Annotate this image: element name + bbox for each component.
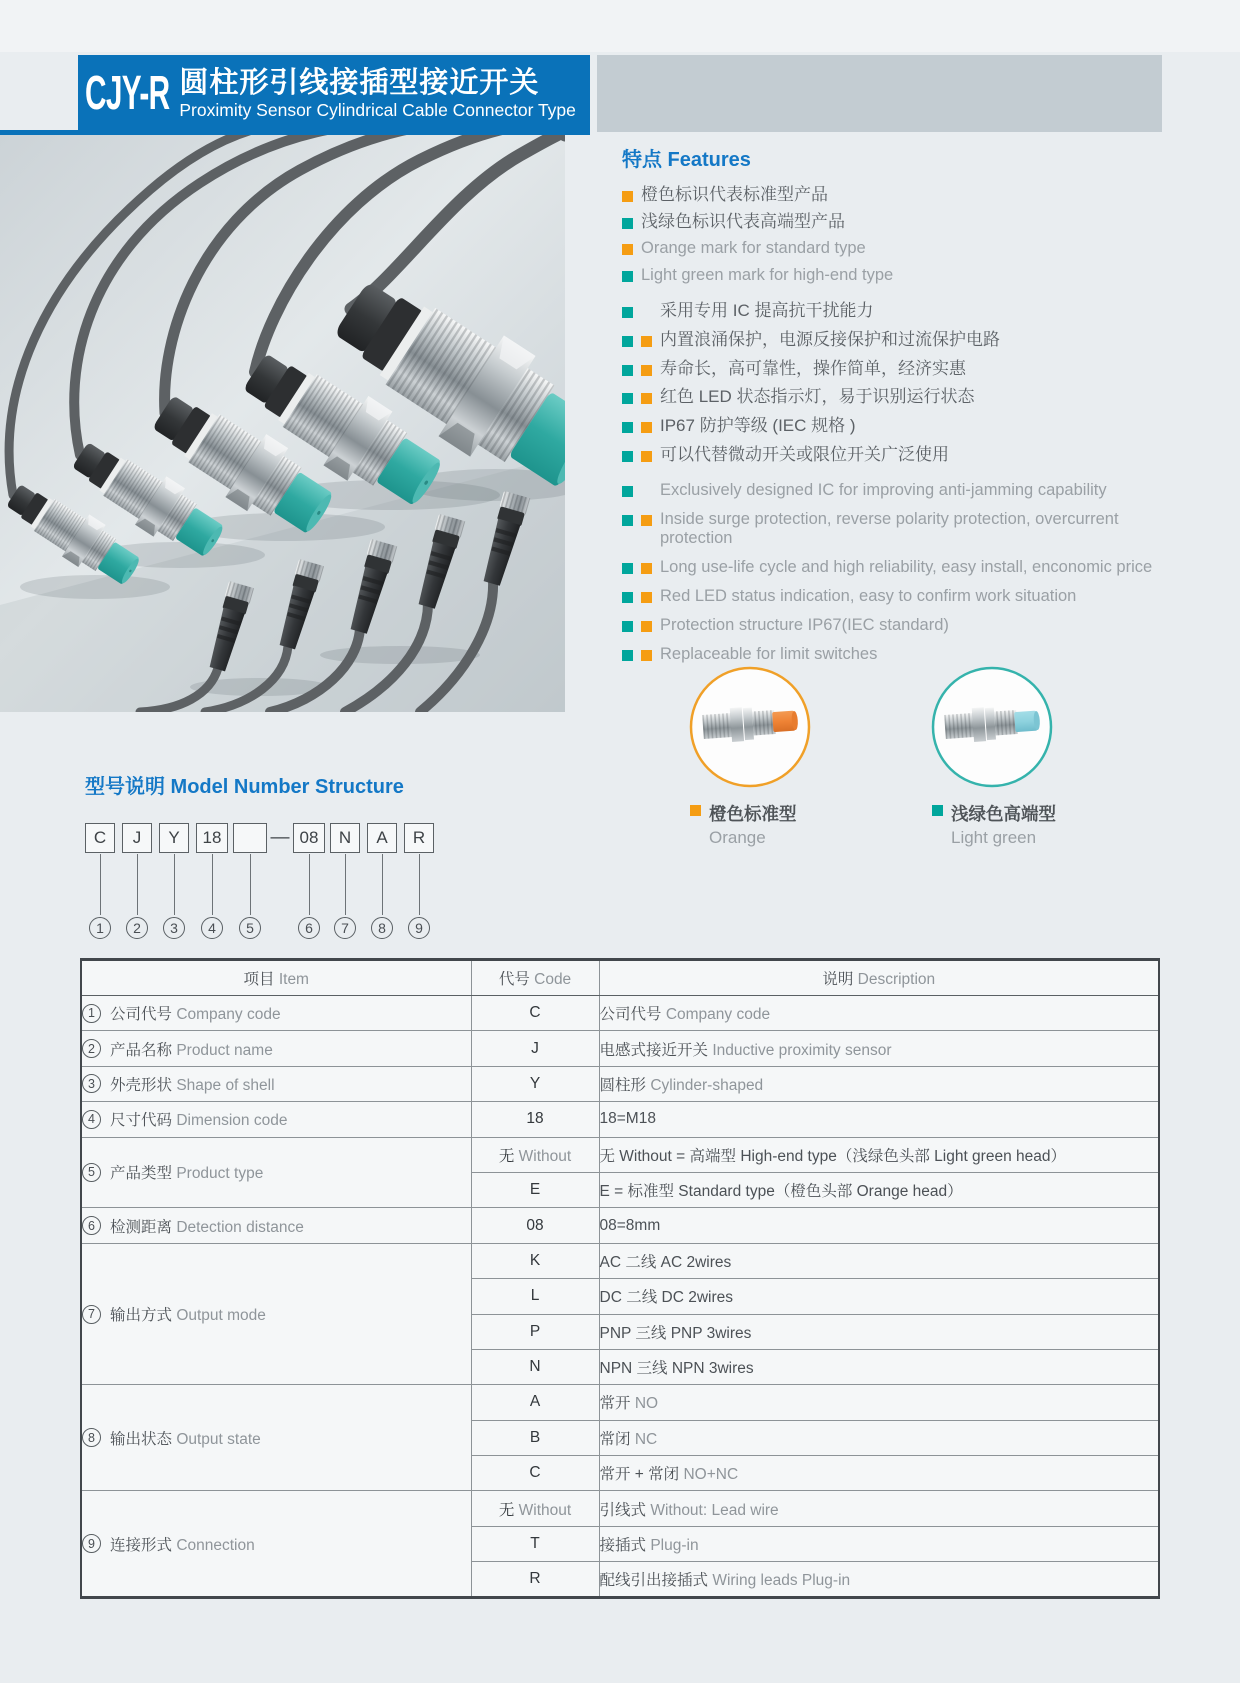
position-number: 9 (408, 917, 430, 939)
description-cell (599, 1279, 1159, 1314)
description-cell (599, 1526, 1159, 1561)
connector-line (419, 854, 420, 915)
features-heading: 特点 Features (622, 149, 751, 171)
text-en: Item (278, 971, 309, 988)
text: P (529, 1322, 541, 1340)
text: E (529, 1181, 541, 1199)
item-cell (81, 1243, 471, 1385)
code-cell (471, 1420, 599, 1455)
orange-bullet-icon (622, 244, 633, 255)
connector-line (174, 854, 175, 915)
orange-bullet-icon (641, 515, 652, 526)
model-structure-heading: 型号说明 Model Number Structure (85, 776, 404, 798)
teal-bullet-icon (622, 563, 633, 574)
item-cell (81, 1137, 471, 1208)
teal-bullet-icon (622, 451, 633, 462)
text-zh: 项目 (243, 971, 279, 988)
text-en: Product type (176, 1165, 264, 1183)
dash-separator: — (270, 827, 290, 848)
page-title-en: Proximity Sensor Cylindrical Cable Connector Type (179, 100, 576, 121)
position-number: 8 (371, 917, 393, 939)
model-code-box: 18 (196, 823, 228, 853)
item-content (82, 1073, 471, 1095)
code-cell (471, 1243, 599, 1278)
feature-item (622, 239, 1174, 258)
code-cell (471, 1314, 599, 1349)
code-cell (471, 1526, 599, 1561)
description-cell (599, 1349, 1159, 1384)
text-en: Company code (176, 1006, 281, 1024)
item-content (82, 1161, 471, 1183)
text-en: Without: Lead wire (650, 1501, 779, 1519)
variant-orange (688, 665, 868, 848)
description-cell (599, 1208, 1159, 1243)
feature-text: 浅绿色标识代表高端型产品 (641, 211, 845, 231)
variant-teal-label (932, 801, 1110, 826)
item-label (110, 1533, 255, 1555)
text: AC 二线 AC 2wires (599, 1253, 732, 1271)
feature-text: Long use-life cycle and high reliability, easy install, enconomic price (660, 558, 1153, 577)
feature-text: 橙色标识代表标准型产品 (641, 185, 828, 204)
feature-text: Light green mark for high-end type (641, 266, 894, 285)
item-content (82, 1303, 471, 1325)
variant-orange-label (690, 801, 868, 826)
item-label (110, 1073, 275, 1095)
feature-item (622, 645, 1174, 664)
text-en: Code (534, 971, 572, 988)
table-row (81, 1031, 1159, 1066)
description-cell (599, 1137, 1159, 1172)
orange-bullet-icon (641, 621, 652, 632)
item-label (110, 1108, 287, 1130)
model-code-box: J (122, 823, 152, 853)
feature-item (622, 213, 1174, 232)
orange-bullet-icon (622, 191, 633, 202)
feature-item (622, 186, 1174, 205)
text-zh: 圆柱形 (599, 1076, 651, 1094)
item-number: 5 (82, 1163, 101, 1182)
text-zh: 输出状态 (110, 1430, 177, 1448)
orange-standard-sensor-image (688, 665, 812, 789)
variant-orange-label-zh: 橙色标准型 (709, 804, 797, 824)
table-header-row (81, 960, 1159, 996)
features-group (622, 186, 1174, 285)
text-zh: 公司代号 (599, 1006, 666, 1024)
text-zh: 输出方式 (110, 1307, 177, 1325)
text: C (529, 1004, 541, 1022)
variant-teal-label-zh: 浅绿色高端型 (951, 804, 1056, 824)
orange-bullet-icon (641, 365, 652, 376)
model-code-box (233, 823, 267, 853)
text-en: Inductive proximity sensor (712, 1041, 892, 1059)
position-number: 3 (163, 917, 185, 939)
code-cell (471, 1491, 599, 1526)
item-number: 4 (82, 1110, 101, 1129)
code-cell (471, 1562, 599, 1597)
orange-bullet-icon (641, 393, 652, 404)
feature-item (622, 266, 1174, 285)
table-row (81, 996, 1159, 1031)
item-content (82, 1038, 471, 1060)
teal-bullet-icon (622, 365, 633, 376)
code-cell (471, 1279, 599, 1314)
item-header (81, 960, 471, 996)
item-cell (81, 1031, 471, 1066)
description-cell (599, 1385, 1159, 1420)
text-zh: 常闭 (599, 1430, 635, 1448)
model-code-box: Y (159, 823, 189, 853)
text-en: NO+NC (683, 1466, 739, 1484)
text-en: Without (518, 1501, 572, 1519)
table-row (81, 1208, 1159, 1243)
product-series-code: CJY-R (85, 66, 170, 120)
item-number: 6 (82, 1216, 101, 1235)
feature-text: 内置浪涌保护，电源反接保护和过流保护电路 (660, 330, 1000, 349)
text: A (529, 1393, 541, 1411)
text-zh: 产品名称 (110, 1041, 177, 1059)
feature-text: Inside surge protection, reverse polarity protection, overcurrent protection (660, 510, 1119, 548)
text: C (529, 1464, 541, 1482)
text-en: Wiring leads Plug-in (712, 1571, 851, 1589)
teal-bullet-icon (622, 393, 633, 404)
model-code-table (80, 958, 1160, 1599)
code-cell (471, 1172, 599, 1207)
text-en: Output mode (176, 1307, 266, 1325)
teal-bullet-icon (622, 592, 633, 603)
feature-item (622, 558, 1174, 577)
code-cell (471, 1385, 599, 1420)
description-cell (599, 1031, 1159, 1066)
text: N (529, 1358, 541, 1376)
feature-text: 可以代替微动开关或限位开关广泛使用 (660, 444, 949, 464)
position-number: 6 (298, 917, 320, 939)
product-photo (0, 135, 565, 712)
text-zh: 无 (498, 1147, 519, 1165)
text-en: Connection (176, 1536, 255, 1554)
model-code-box: A (367, 823, 397, 853)
description-cell (599, 1420, 1159, 1455)
item-label (110, 1161, 263, 1183)
text-zh: 代号 (498, 971, 535, 988)
text-en: Output state (176, 1430, 261, 1448)
header-gray-block (597, 55, 1162, 132)
orange-bullet-icon (641, 422, 652, 433)
item-cell (81, 1385, 471, 1491)
connector-line (382, 854, 383, 915)
description-cell (599, 1456, 1159, 1491)
orange-bullet-icon (641, 592, 652, 603)
connector-line (100, 854, 101, 915)
item-number: 9 (82, 1534, 101, 1553)
page-title-zh: 圆柱形引线接插型接近开关 (179, 66, 540, 99)
table-row (81, 1137, 1159, 1172)
product-photo-illustration (0, 135, 565, 712)
position-number: 4 (201, 917, 223, 939)
item-label (110, 1002, 281, 1024)
text-en: NO (634, 1395, 659, 1413)
features-list (622, 186, 1174, 664)
text: NPN 三线 NPN 3wires (599, 1360, 754, 1378)
item-content (82, 1533, 471, 1555)
item-content (82, 1215, 471, 1237)
variant-orange-label-en: Orange (709, 828, 766, 847)
position-number: 1 (89, 917, 111, 939)
item-label (110, 1427, 261, 1449)
text-zh: 说明 (822, 971, 858, 988)
item-number: 7 (82, 1305, 101, 1324)
orange-square-icon (690, 805, 701, 816)
teal-bullet-icon (622, 271, 633, 282)
orange-bullet-icon (641, 563, 652, 574)
teal-square-icon (932, 805, 943, 816)
text-zh: 外壳形状 (110, 1076, 177, 1094)
text-en: Product name (176, 1041, 273, 1059)
text-en: NC (634, 1430, 658, 1448)
variant-light-green (930, 665, 1110, 848)
description-cell (599, 1491, 1159, 1526)
text-zh: 连接形式 (110, 1536, 177, 1554)
feature-text: Protection structure IP67(IEC standard) (660, 616, 949, 635)
text: DC 二线 DC 2wires (599, 1289, 733, 1307)
feature-text: Orange mark for standard type (641, 239, 866, 258)
text-en: Plug-in (650, 1537, 699, 1555)
text: T (530, 1535, 540, 1553)
teal-bullet-icon (622, 650, 633, 661)
feature-text: IP67 防护等级 (IEC 规格 ) (660, 416, 856, 436)
text-zh: 公司代号 (110, 1006, 177, 1024)
code-header (471, 960, 599, 996)
features-group (622, 302, 1174, 464)
item-content (82, 1002, 471, 1024)
feature-item (622, 481, 1174, 500)
feature-text: 红色 LED 状态指示灯，易于识别运行状态 (660, 387, 975, 407)
feature-text: 采用专用 IC 提高抗干扰能力 (660, 301, 874, 321)
code-cell (471, 1102, 599, 1137)
header-banner (78, 55, 590, 132)
description-cell (599, 1102, 1159, 1137)
description-cell (599, 1314, 1159, 1349)
text-en: Without (518, 1147, 572, 1165)
feature-text: Replaceable for limit switches (660, 645, 878, 664)
text: PNP 三线 PNP 3wires (599, 1324, 752, 1342)
variant-teal-label-en: Light green (951, 828, 1037, 847)
text-zh: 常开 (599, 1395, 635, 1413)
text: L (530, 1287, 540, 1305)
description-cell (599, 1562, 1159, 1597)
code-cell (471, 1031, 599, 1066)
text: J (531, 1039, 539, 1057)
feature-item (622, 510, 1174, 548)
feature-text: Exclusively designed IC for improving anti-jamming capability (660, 481, 1107, 500)
table-row (81, 1385, 1159, 1420)
text: K (529, 1251, 541, 1269)
connector-line (212, 854, 213, 915)
table-row (81, 1102, 1159, 1137)
feature-text: Red LED status indication, easy to confirm work situation (660, 587, 1077, 606)
text: R (529, 1569, 541, 1587)
description-cell (599, 1172, 1159, 1207)
code-cell (471, 1456, 599, 1491)
code-cell (471, 996, 599, 1031)
connector-line (345, 854, 346, 915)
orange-bullet-icon (641, 451, 652, 462)
text: 18 (526, 1110, 544, 1128)
feature-text: 寿命长，高可靠性，操作简单，经济实惠 (660, 358, 966, 378)
feature-item (622, 302, 1174, 321)
item-cell (81, 996, 471, 1031)
header-titles (179, 67, 576, 121)
item-label (110, 1038, 273, 1060)
connector-line (137, 854, 138, 915)
model-code-box: 08 (293, 823, 325, 853)
model-code-box: R (404, 823, 434, 853)
feature-item (622, 616, 1174, 635)
item-cell (81, 1208, 471, 1243)
text-en: Detection distance (176, 1218, 304, 1236)
text-zh: 无 (498, 1501, 519, 1519)
orange-bullet-icon (641, 336, 652, 347)
item-cell (81, 1491, 471, 1597)
position-number: 5 (239, 917, 261, 939)
text: Y (529, 1074, 541, 1092)
position-number: 7 (334, 917, 356, 939)
item-number: 1 (82, 1004, 101, 1023)
text: 08=8mm (599, 1216, 661, 1234)
teal-bullet-icon (622, 422, 633, 433)
position-number: 2 (126, 917, 148, 939)
connector-line (309, 854, 310, 915)
text-zh: 接插式 (599, 1537, 651, 1555)
code-cell (471, 1137, 599, 1172)
description-cell (599, 1066, 1159, 1101)
teal-bullet-icon (622, 621, 633, 632)
item-cell (81, 1066, 471, 1101)
model-number-diagram (85, 823, 455, 948)
text-zh: 产品类型 (110, 1165, 177, 1183)
feature-item (622, 360, 1174, 379)
text-en: Dimension code (176, 1112, 288, 1130)
code-cell (471, 1349, 599, 1384)
teal-bullet-icon (622, 218, 633, 229)
text: E = 标准型 Standard type（橙色头部 Orange head） (599, 1183, 963, 1201)
item-content (82, 1108, 471, 1130)
features-group (622, 481, 1174, 664)
text: 18=M18 (599, 1110, 656, 1128)
text-en: Description (857, 971, 936, 988)
code-cell (471, 1208, 599, 1243)
light-green-highend-sensor-image (930, 665, 1054, 789)
connector-line (250, 854, 251, 915)
description-header (599, 960, 1159, 996)
feature-item (622, 388, 1174, 407)
table-row (81, 1491, 1159, 1526)
text-en: Cylinder-shaped (650, 1076, 764, 1094)
text-zh: 引线式 (599, 1501, 651, 1519)
description-cell (599, 996, 1159, 1031)
text-zh: 检测距离 (110, 1218, 177, 1236)
item-label (110, 1303, 266, 1325)
teal-bullet-icon (622, 515, 633, 526)
teal-bullet-icon (622, 486, 633, 497)
orange-bullet-icon (641, 650, 652, 661)
feature-item (622, 417, 1174, 436)
item-cell (81, 1102, 471, 1137)
text-en: Shape of shell (176, 1076, 275, 1094)
code-cell (471, 1066, 599, 1101)
text-zh: 电感式接近开关 (599, 1041, 713, 1059)
description-cell (599, 1243, 1159, 1278)
text: 无 Without = 高端型 High-end type（浅绿色头部 Light green head） (599, 1147, 1066, 1165)
feature-item (622, 587, 1174, 606)
teal-bullet-icon (622, 336, 633, 347)
text-en: Company code (665, 1006, 771, 1024)
model-code-box: C (85, 823, 115, 853)
item-label (110, 1215, 304, 1237)
item-content (82, 1427, 471, 1449)
item-number: 3 (82, 1074, 101, 1093)
table-row (81, 1066, 1159, 1101)
table-row (81, 1243, 1159, 1278)
features-section (622, 148, 1174, 681)
text-zh: 配线引出接插式 (599, 1571, 713, 1589)
text-zh: 尺寸代码 (110, 1112, 177, 1130)
feature-item (622, 446, 1174, 465)
feature-item (622, 331, 1174, 350)
model-code-box: N (330, 823, 360, 853)
text-zh: 常开 + 常闭 (599, 1466, 684, 1484)
item-number: 2 (82, 1039, 101, 1058)
text: 08 (526, 1216, 544, 1234)
item-number: 8 (82, 1428, 101, 1447)
model-code-table-wrap (80, 958, 1158, 1599)
text: B (529, 1428, 541, 1446)
teal-bullet-icon (622, 307, 633, 318)
